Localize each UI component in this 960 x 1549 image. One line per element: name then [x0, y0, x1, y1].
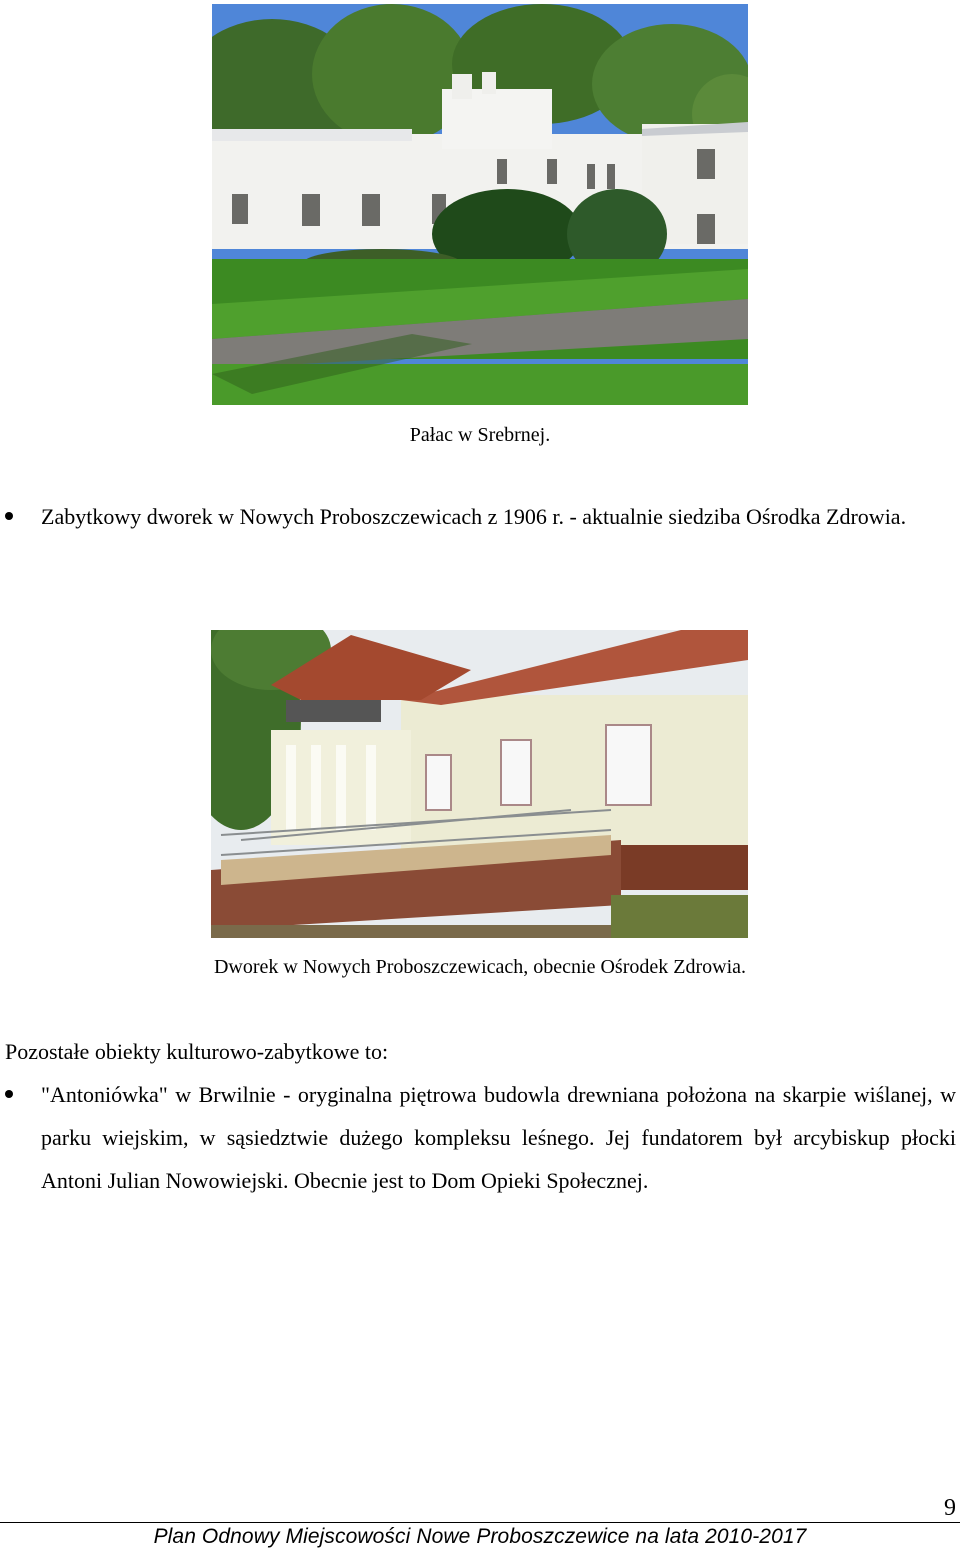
list-item-text: Zabytkowy dworek w Nowych Proboszczewicach z 1906 r. - aktualnie siedziba Ośrodka Zdrowia.: [41, 504, 907, 529]
list-item-text: "Antoniówka" w Brwilnie - oryginalna piętrowa budowla drewniana położona na skarpie wiślanej, w parku wiejskim, w sąsiedztwie dużego kompleksu leśnego. Jej fundatorem był arcybiskup płocki Antoni Julian Nowowiejski. Obecnie jest to Dom Opieki Społecznej.: [41, 1082, 956, 1193]
intro-text: Pozostałe obiekty kulturowo-zabytkowe to:: [5, 1039, 389, 1064]
palace-photo: [212, 4, 748, 405]
bullet-icon: [5, 512, 13, 520]
footer-divider: [0, 1522, 960, 1523]
palace-caption: Pałac w Srebrnej.: [409, 424, 551, 446]
bullet-icon: [5, 1090, 13, 1098]
manor-caption: Dworek w Nowych Proboszczewicach, obecnie Ośrodek Zdrowia.: [213, 956, 747, 978]
manor-photo: [211, 630, 748, 938]
footer-title: Plan Odnowy Miejscowości Nowe Proboszczewice na lata 2010-2017: [153, 1525, 807, 1548]
page-number: 9: [944, 1495, 956, 1521]
